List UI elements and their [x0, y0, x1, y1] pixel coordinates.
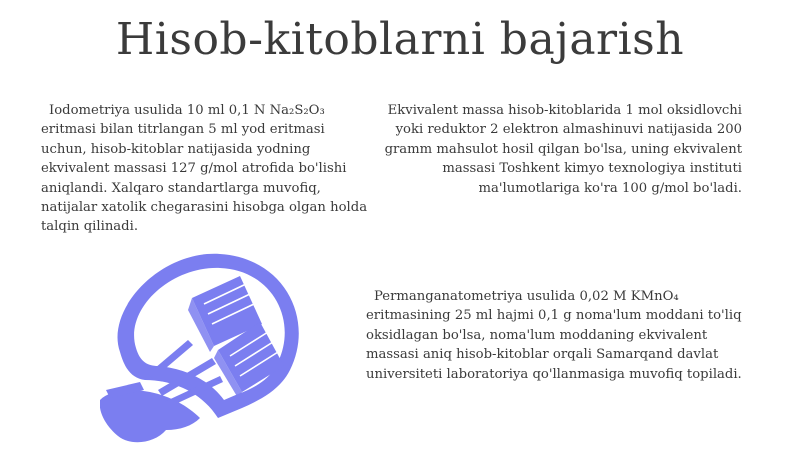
slide-title: Hisob-kitoblarni bajarish	[115, 14, 685, 65]
paragraph-iodometry: Iodometriya usulida 10 ml 0,1 N Na₂S₂O₃ eritmasi bilan titrlangan 5 ml yod eritmasi uchun, hisob-kitoblar natijasida yodning ekvivalent massasi 127 g/mol atrofida bo'lishi aniqlandi. Xalqaro standartlarga muvofiq, natijalar xatolik chegarasini hisobga olgan holda talqin qilinadi.	[41, 103, 368, 235]
paragraph-equivalent-mass: Ekvivalent massa hisob-kitoblarida 1 mol oksidlovchi yoki reduktor 2 elektron almashinuvi natijasida 200 gramm mahsulot hosil qilgan bo'lsa, uning ekvivalent massasi Toshkent kimyo texnologiya instituti ma'lumotlariga ko'ra 100 g/mol bo'ladi.	[384, 103, 742, 196]
lightbulb-book-icon	[100, 240, 310, 449]
paragraph-permanganatometry: Permanganatometriya usulida 0,02 M KMnO₄ eritmasining 25 ml hajmi 0,1 g noma'lum moddani to'liq oksidlagan bo'lsa, noma'lum moddaning ekvivalent massasi aniq hisob-kitoblar orqali Samarqand davlat universiteti laboratoriya qo'llanmasiga muvofiq topiladi.	[366, 289, 742, 382]
